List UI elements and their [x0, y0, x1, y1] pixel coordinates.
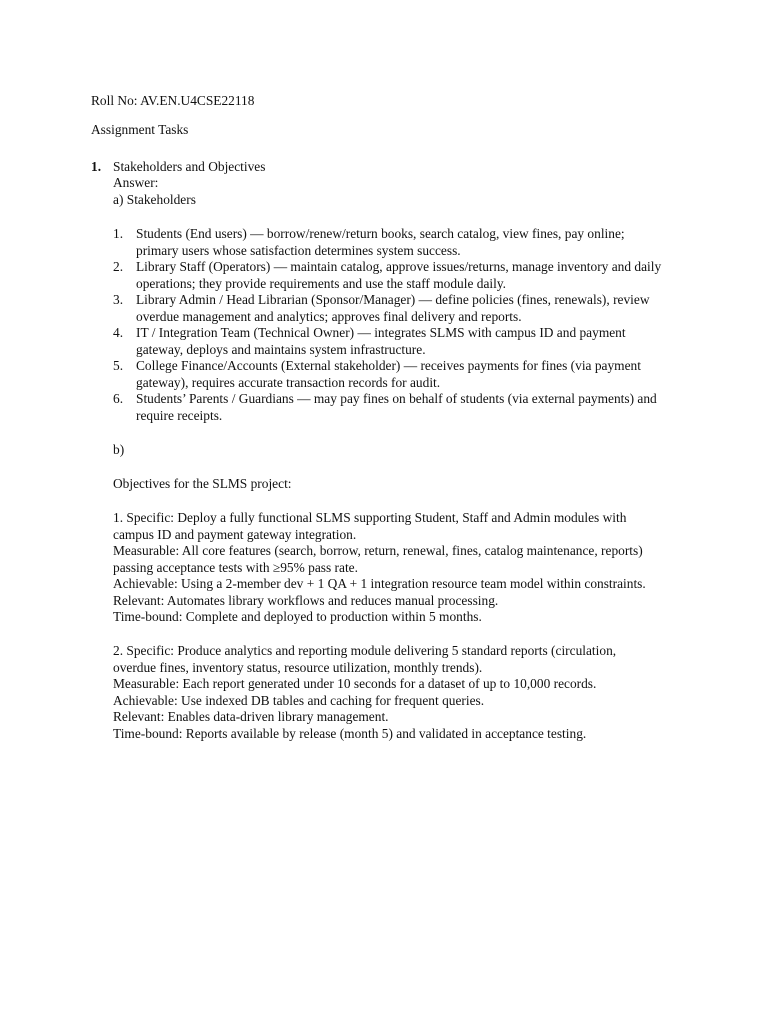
objective-1-block	[113, 510, 673, 626]
stakeholder-number: 2.	[113, 259, 124, 274]
stakeholder-line: gateway, deploys and maintains system infrastructure.	[136, 341, 426, 357]
stakeholder-number: 5.	[113, 358, 124, 373]
objective-line: Time-bound: Complete and deployed to production within 5 months.	[113, 609, 482, 624]
stakeholder-line: primary users whose satisfaction determines system success.	[136, 242, 461, 258]
task-number: 1.	[91, 159, 102, 174]
part-b-heading: b)	[113, 442, 125, 457]
stakeholder-line: College Finance/Accounts (External stakeholder) — receives payments for fines (via payment	[136, 358, 641, 373]
objective-line: overdue fines, inventory status, resource utilization, monthly trends).	[113, 659, 483, 675]
stakeholder-item	[113, 325, 673, 358]
answer-label: Answer:	[113, 175, 159, 190]
objective-line: Achievable: Use indexed DB tables and caching for frequent queries.	[113, 692, 485, 708]
stakeholder-item	[113, 292, 673, 325]
stakeholder-line: operations; they provide requirements and use the staff module daily.	[136, 275, 507, 291]
stakeholder-line: Students (End users) — borrow/renew/return books, search catalog, view fines, pay online;	[136, 226, 625, 241]
stakeholder-line: Library Staff (Operators) — maintain catalog, approve issues/returns, manage inventory and daily	[136, 259, 662, 274]
stakeholder-number: 1.	[113, 226, 124, 241]
stakeholder-list	[113, 226, 673, 424]
stakeholder-number: 6.	[113, 391, 124, 406]
objectives-heading: Objectives for the SLMS project:	[113, 476, 292, 491]
stakeholder-item	[113, 226, 673, 259]
stakeholder-line: overdue management and analytics; approves final delivery and reports.	[136, 308, 522, 324]
stakeholder-line: Students’ Parents / Guardians — may pay fines on behalf of students (via external payments) and	[136, 391, 657, 406]
objective-line: passing acceptance tests with ≥95% pass rate.	[113, 559, 358, 575]
roll-number: Roll No: AV.EN.U4CSE22118	[91, 93, 255, 108]
stakeholder-line: IT / Integration Team (Technical Owner) — integrates SLMS with campus ID and payment	[136, 325, 626, 340]
objective-2-block	[113, 643, 673, 742]
stakeholder-line: gateway), requires accurate transaction records for audit.	[136, 374, 441, 390]
stakeholder-number: 4.	[113, 325, 124, 340]
task-title: Stakeholders and Objectives	[113, 159, 266, 174]
stakeholder-item	[113, 391, 673, 424]
stakeholder-number: 3.	[113, 292, 124, 307]
objective-line: Measurable: Each report generated under 10 seconds for a dataset of up to 10,000 records.	[113, 676, 597, 691]
objective-line: Relevant: Enables data-driven library management.	[113, 709, 389, 724]
part-a-heading: a) Stakeholders	[113, 192, 196, 207]
objective-line: Measurable: All core features (search, borrow, return, renewal, fines, catalog maintenance, reports)	[113, 543, 643, 558]
stakeholder-line: Library Admin / Head Librarian (Sponsor/Manager) — define policies (fines, renewals), review	[136, 292, 650, 307]
objective-line: 1. Specific: Deploy a fully functional SLMS supporting Student, Staff and Admin modules with	[113, 510, 627, 525]
stakeholder-item	[113, 259, 673, 292]
objective-line: campus ID and payment gateway integration.	[113, 526, 357, 542]
stakeholder-line: require receipts.	[136, 407, 223, 423]
assignment-tasks-heading: Assignment Tasks	[91, 122, 189, 137]
objective-line: Time-bound: Reports available by release (month 5) and validated in acceptance testing.	[113, 725, 587, 741]
objective-line: Relevant: Automates library workflows and reduces manual processing.	[113, 592, 499, 608]
objective-line: Achievable: Using a 2-member dev + 1 QA + 1 integration resource team model within constraints.	[113, 576, 646, 591]
objective-line: 2. Specific: Produce analytics and reporting module delivering 5 standard reports (circulation,	[113, 643, 617, 658]
stakeholder-item	[113, 358, 673, 391]
